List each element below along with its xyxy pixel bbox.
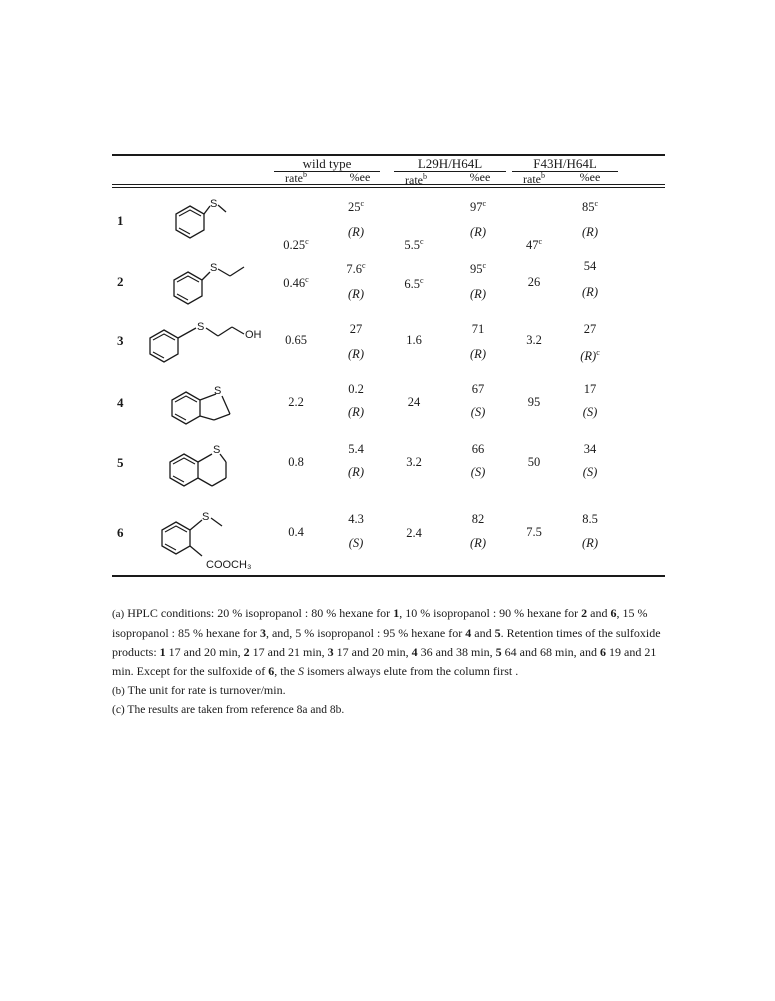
wt-rate — [266, 455, 326, 470]
value: 27 — [583, 322, 597, 336]
l29-config — [448, 225, 508, 240]
l29-config — [448, 405, 508, 420]
l29-config — [448, 347, 508, 362]
ester-label: COOCH₃ — [206, 559, 252, 571]
compound-ref: 6 — [600, 645, 606, 659]
l29-ee — [448, 512, 508, 527]
value: (S) — [582, 405, 598, 419]
subheader-rate-wt — [276, 171, 316, 186]
compound-ref: 3 — [259, 626, 266, 640]
structure-thiochroman — [160, 440, 240, 496]
value: 0.4 — [288, 525, 304, 539]
f43-config — [560, 225, 620, 240]
compound-ref: 1 — [159, 645, 166, 659]
subheader-rate-sup: b — [422, 172, 427, 181]
value: (R) — [348, 225, 364, 239]
hydroxyl-label: OH — [245, 329, 262, 341]
compound-ref: 4 — [465, 626, 472, 640]
wt-config — [326, 225, 386, 240]
f43-config — [560, 285, 620, 300]
wt-ee — [326, 442, 386, 457]
compound-ref: 6 — [268, 664, 275, 678]
wt-rate — [266, 395, 326, 410]
wt-rate — [266, 525, 326, 540]
footnote-text: The unit for rate is turnover/min. — [127, 683, 286, 697]
footnote-text: 19 and 21 min. Except for the sulfoxide of — [112, 645, 657, 678]
footnote-text: 17 and 21 min, — [249, 645, 328, 659]
value: 8.5 — [582, 512, 598, 526]
l29-ee — [448, 442, 508, 457]
value: (R) — [580, 349, 597, 363]
subheader-rate-label: rate — [285, 171, 303, 185]
header-rule-2 — [112, 187, 665, 188]
compound-number: 5 — [117, 455, 124, 470]
sulfur-label: S — [210, 262, 218, 274]
f43-rate — [504, 238, 564, 253]
f43-config — [560, 536, 620, 551]
f43-ee — [560, 512, 620, 527]
footnote-mark: (a) — [112, 608, 125, 620]
footnote-text: 64 and 68 min, and — [501, 645, 600, 659]
wt-ee — [326, 262, 386, 277]
value: 7.6 — [346, 262, 363, 276]
value: (S) — [582, 465, 598, 479]
value: (R) — [582, 536, 598, 550]
wt-config — [326, 347, 386, 362]
footnote-text: HPLC conditions: 20 % isopropanol : 80 % hexane for — [127, 606, 394, 620]
value: (R) — [348, 347, 364, 361]
compound-ref: 1 — [393, 606, 400, 620]
subheader-ee-f43: %ee — [579, 170, 601, 184]
subheader-ee-wt: %ee — [349, 170, 371, 184]
wt-config — [326, 287, 386, 302]
f43-rate — [504, 455, 564, 470]
footnote-text: 17 and 20 min, — [165, 645, 244, 659]
wt-ee — [326, 512, 386, 527]
f43-ee — [560, 200, 620, 215]
value: (S) — [470, 465, 486, 479]
footnote-mark: (b) — [112, 685, 125, 697]
value: 95 — [469, 262, 483, 276]
l29-config — [448, 536, 508, 551]
value: 47 — [525, 238, 539, 252]
structure-dihydrobenzothiophene — [160, 378, 240, 434]
value: 24 — [407, 395, 421, 409]
footnote-a — [112, 604, 672, 681]
footnote-text: , and, 5 % isopropanol : 95 % hexane for — [265, 626, 466, 640]
sulfur-label: S — [202, 511, 210, 523]
value: 4.3 — [348, 512, 364, 526]
footnote-sup: c — [594, 198, 599, 208]
f43-config — [560, 405, 620, 420]
compound-number: 4 — [117, 395, 124, 410]
wt-ee — [326, 322, 386, 337]
footnote-text: 36 and 38 min, — [417, 645, 496, 659]
value: 27 — [349, 322, 363, 336]
value: 26 — [527, 275, 541, 289]
f43-ee — [560, 322, 620, 337]
header-l29h-h64l: L29H/H64L — [417, 156, 483, 171]
subheader-ee-l29: %ee — [469, 170, 491, 184]
compound-ref: 6 — [610, 606, 617, 620]
structure-hydroxyethyl-phenyl-sulfide — [140, 318, 280, 368]
subheader-rate-f43 — [514, 172, 554, 187]
value: 34 — [583, 442, 597, 456]
footnote-sup: c — [482, 198, 487, 208]
value: 54 — [583, 259, 597, 273]
value: 67 — [471, 382, 485, 396]
value: 50 — [527, 455, 541, 469]
subheader-rate-sup: b — [302, 170, 307, 179]
value: 3.2 — [526, 333, 542, 347]
footnote-text: , the — [274, 664, 298, 678]
stereo-label: S — [297, 664, 304, 678]
f43-config — [560, 465, 620, 480]
value: 5.5 — [404, 238, 421, 252]
footnote-text: . Retention times of the sulfoxide products: — [112, 626, 661, 659]
value: (R) — [470, 536, 486, 550]
f43-rate — [504, 525, 564, 540]
value: (S) — [470, 405, 486, 419]
value: (R) — [470, 287, 486, 301]
subheader-rate-label: rate — [523, 172, 541, 186]
footnote-text: 17 and 20 min, — [333, 645, 412, 659]
footnote-sup: c — [482, 260, 487, 270]
header-wild-type: wild type — [302, 156, 352, 171]
value: (R) — [348, 287, 364, 301]
footnote-sup: c — [538, 236, 543, 246]
value: (R) — [348, 405, 364, 419]
compound-ref: 2 — [581, 606, 588, 620]
sulfur-label: S — [213, 444, 221, 456]
f43-ee — [560, 259, 620, 274]
compound-ref: 3 — [327, 645, 334, 659]
value: (R) — [348, 465, 364, 479]
wt-ee — [326, 200, 386, 215]
footnote-text: isomers always elute from the column first . — [303, 664, 519, 678]
compound-ref: 5 — [494, 626, 501, 640]
footnote-text: , 10 % isopropanol : 90 % hexane for — [399, 606, 582, 620]
sulfur-label: S — [210, 198, 218, 210]
value: 95 — [527, 395, 541, 409]
l29-rate — [384, 455, 444, 470]
value: 85 — [581, 200, 595, 214]
footnote-text: and — [471, 626, 495, 640]
wt-config — [326, 405, 386, 420]
value: (R) — [470, 225, 486, 239]
footnote-sup: c — [420, 236, 424, 246]
f43-config — [560, 349, 620, 364]
footnote-sup: c — [596, 347, 600, 357]
wt-config — [326, 465, 386, 480]
l29-rate — [384, 277, 444, 292]
subheader-rate-l29 — [396, 173, 436, 188]
wt-config — [326, 536, 386, 551]
compound-ref: 5 — [495, 645, 502, 659]
l29-ee — [448, 200, 508, 215]
sulfur-label: S — [214, 385, 222, 397]
l29-rate — [384, 526, 444, 541]
compound-number: 1 — [117, 213, 124, 228]
footnote-sup: c — [360, 198, 365, 208]
value: 1.6 — [406, 333, 422, 347]
f43-rate — [504, 395, 564, 410]
value: 0.46 — [283, 276, 306, 290]
value: 0.25 — [283, 238, 306, 252]
value: 0.2 — [348, 382, 364, 396]
f43-ee — [560, 382, 620, 397]
footnote-sup: c — [305, 236, 309, 246]
structure-ethyl-phenyl-sulfide — [160, 256, 260, 312]
compound-number: 2 — [117, 274, 124, 289]
value: 17 — [583, 382, 597, 396]
subheader-rate-label: rate — [405, 173, 423, 187]
value: 66 — [471, 442, 485, 456]
structure-methyl-2-methylthiobenzoate — [156, 506, 266, 576]
value: 2.4 — [406, 526, 422, 540]
value: 0.65 — [285, 333, 307, 347]
structure-thioanisole — [160, 196, 240, 246]
value: 71 — [471, 322, 485, 336]
compound-number: 6 — [117, 525, 124, 540]
compound-ref: 4 — [411, 645, 418, 659]
l29-rate — [384, 395, 444, 410]
wt-rate — [266, 276, 326, 291]
footnote-sup: c — [305, 274, 309, 284]
value: (R) — [582, 285, 598, 299]
compound-number: 3 — [117, 333, 124, 348]
value: 3.2 — [406, 455, 422, 469]
l29-ee — [448, 322, 508, 337]
f43-rate — [504, 275, 564, 290]
footnote-text: and — [587, 606, 611, 620]
wt-rate — [266, 238, 326, 253]
value: (R) — [582, 225, 598, 239]
value: 25 — [347, 200, 361, 214]
footnote-b — [112, 681, 672, 701]
value: 5.4 — [348, 442, 364, 456]
value: 82 — [471, 512, 485, 526]
f43-rate — [504, 333, 564, 348]
table-footnotes — [112, 604, 672, 720]
wt-ee — [326, 382, 386, 397]
l29-config — [448, 287, 508, 302]
l29-ee — [448, 382, 508, 397]
footnote-sup: c — [420, 275, 424, 285]
value: 6.5 — [404, 277, 421, 291]
value: 0.8 — [288, 455, 304, 469]
value: 2.2 — [288, 395, 304, 409]
footnote-c: (c) The results are taken from reference 8a and 8b. — [112, 704, 345, 716]
l29-ee — [448, 262, 508, 277]
value: 97 — [469, 200, 483, 214]
footnote-sup: c — [362, 260, 366, 270]
compound-ref: 2 — [243, 645, 250, 659]
value: (S) — [348, 536, 364, 550]
sulfur-label: S — [197, 321, 205, 333]
l29-config — [448, 465, 508, 480]
value: (R) — [470, 347, 486, 361]
wt-rate — [266, 333, 326, 348]
value: 7.5 — [526, 525, 542, 539]
header-f43h-h64l: F43H/H64L — [533, 156, 597, 171]
footnote-text: , 15 % isopropanol : 85 % hexane for — [112, 606, 648, 640]
l29-rate — [384, 333, 444, 348]
subheader-rate-sup: b — [540, 171, 545, 180]
l29-rate — [384, 238, 444, 253]
f43-ee — [560, 442, 620, 457]
